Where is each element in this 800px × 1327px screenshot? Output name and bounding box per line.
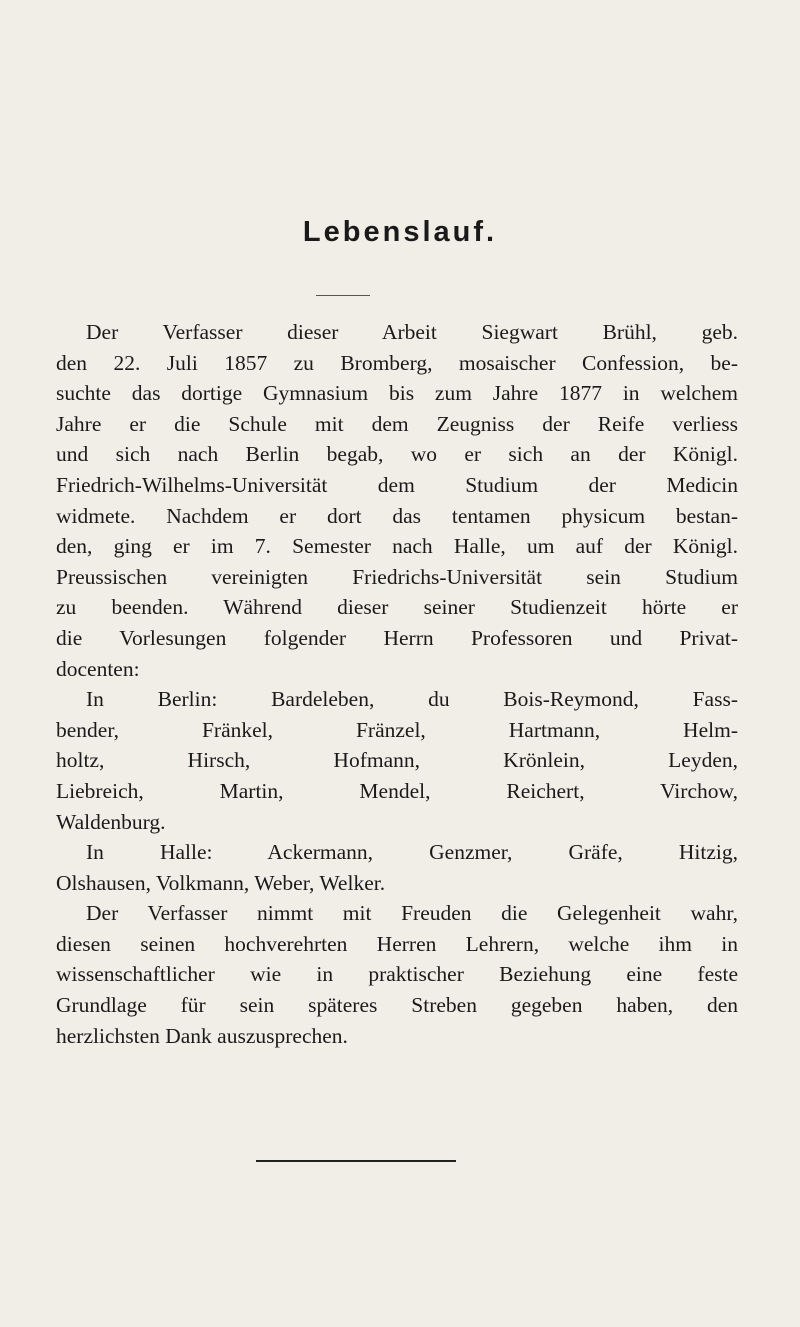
text-line: Jahre er die Schule mit dem Zeugniss der Reife verliess <box>56 411 738 436</box>
paragraph-halle-professors <box>56 837 738 898</box>
paragraph-berlin-professors <box>56 684 738 837</box>
text-line: Waldenburg. <box>56 809 166 834</box>
paragraph-biography <box>56 317 738 684</box>
text-line: widmete. Nachdem er dort das tentamen physicum bestan- <box>56 503 738 528</box>
body-text <box>56 317 738 1051</box>
page-title: Lebenslauf. <box>302 216 498 248</box>
text-line: Olshausen, Volkmann, Weber, Welker. <box>56 870 386 895</box>
text-line: den, ging er im 7. Semester nach Halle, um auf der Königl. <box>56 534 738 559</box>
closing-rule <box>256 1160 456 1162</box>
text-line: zu beenden. Während dieser seiner Studienzeit hörte er <box>56 595 738 620</box>
text-line: herzlichsten Dank auszusprechen. <box>56 1023 348 1048</box>
text-line: Friedrich-Wilhelms-Universität dem Studium der Medicin <box>56 472 738 497</box>
text-line: den 22. Juli 1857 zu Bromberg, mosaischer Confession, be- <box>56 350 738 375</box>
text-line: die Vorlesungen folgender Herrn Professoren und Privat- <box>56 625 738 650</box>
text-line: diesen seinen hochverehrten Herren Lehrern, welche ihm in <box>56 931 738 956</box>
text-line: Liebreich, Martin, Mendel, Reichert, Virchow, <box>56 778 738 803</box>
text-line: wissenschaftlicher wie in praktischer Beziehung eine feste <box>56 962 738 987</box>
paragraph-acknowledgement <box>56 898 738 1051</box>
text-line: suchte das dortige Gymnasium bis zum Jahre 1877 in welchem <box>56 381 738 406</box>
text-line: bender, Fränkel, Fränzel, Hartmann, Helm- <box>56 717 738 742</box>
text-line: Der Verfasser dieser Arbeit Siegwart Brühl, geb. <box>86 320 738 344</box>
text-line: holtz, Hirsch, Hofmann, Krönlein, Leyden, <box>56 748 738 773</box>
text-line: Grundlage für sein späteres Streben gegeben haben, den <box>56 993 738 1018</box>
text-line: docenten: <box>56 656 140 681</box>
text-line: und sich nach Berlin begab, wo er sich an der Königl. <box>56 442 738 467</box>
text-line: In Halle: Ackermann, Genzmer, Gräfe, Hitzig, <box>86 840 738 865</box>
text-line: In Berlin: Bardeleben, du Bois-Reymond, Fass- <box>86 687 738 712</box>
title-divider <box>316 295 370 296</box>
text-line: Der Verfasser nimmt mit Freuden die Gelegenheit wahr, <box>86 901 738 926</box>
text-line: Preussischen vereinigten Friedrichs-Universität sein Studium <box>56 564 738 589</box>
